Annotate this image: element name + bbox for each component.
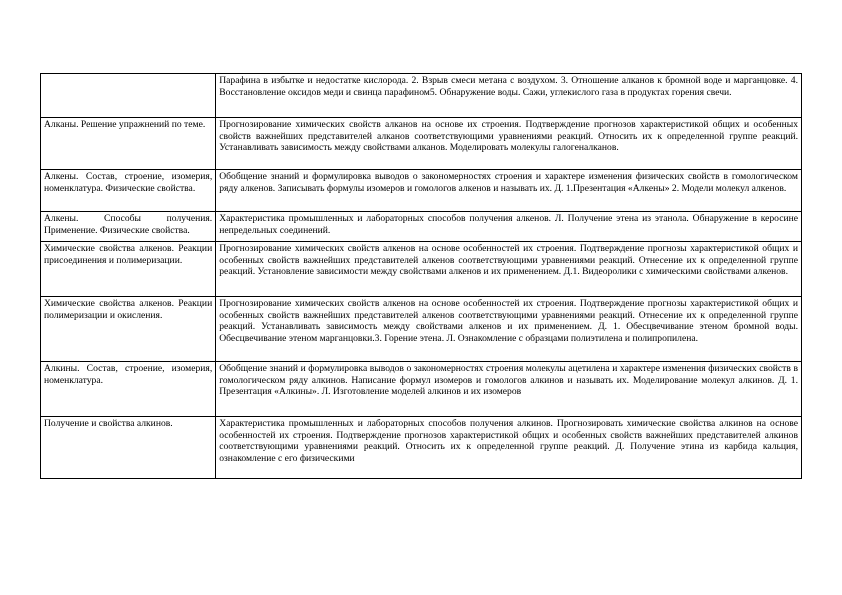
table-row: [41, 212, 802, 242]
topic-cell: Химические свойства алкенов. Реакции присоединения и полимеризации.: [41, 242, 216, 297]
content-cell: Характеристика промышленных и лабораторных способов получения алкинов. Прогнозировать химические свойства алкинов на основе особенностей их строения. Подтверждение прогнозов характеристикой общих и особенных свойств важнейших представителей алкинов соответствующими уравнениями реакций. Относить их к определенной группе реакций. Д. Получение этина из карбида кальция, ознакомление с его физическими: [216, 417, 802, 479]
topic-cell: [41, 74, 216, 118]
topic-cell: Алканы. Решение упражнений по теме.: [41, 118, 216, 170]
table-row: [41, 118, 802, 170]
content-cell: Характеристика промышленных и лабораторных способов получения алкенов. Л. Получение этена из этанола. Обнаружение в керосине непредельных соединений.: [216, 212, 802, 242]
content-cell: Обобщение знаний и формулировка выводов о закономерностях строения и характере изменения физических свойств в гомологическом ряду алкенов. Записывать формулы изомеров и гомологов алкенов и называть их. Д. 1.Презентация «Алкены» 2. Модели молекул алкенов.: [216, 170, 802, 212]
content-cell: Прогнозирование химических свойств алкенов на основе особенностей их строения. Подтверждение прогнозы характеристикой общих и особенных свойств важнейших представителей алкенов соответствующими уравнениями реакций. Отнесение их к определенной группе реакций. Установление зависимости между свойствами алкенов и их применением. Д.1. Видеоролики с химическими свойствами алкенов.: [216, 242, 802, 297]
content-cell: Парафина в избытке и недостатке кислорода. 2. Взрыв смеси метана с воздухом. 3. Отношение алканов к бромной воде и марганцовке. 4. Восстановление оксидов меди и свинца парафином5. Обнаружение воды. Сажи, углекислого газа в продуктах горения свечи.: [216, 74, 802, 118]
lesson-plan-table: [40, 73, 802, 479]
table-row: [41, 74, 802, 118]
table-row: [41, 297, 802, 362]
table-row: [41, 417, 802, 479]
table-row: [41, 170, 802, 212]
topic-cell: Алкены. Состав, строение, изомерия, номенклатура. Физические свойства.: [41, 170, 216, 212]
topic-cell: Получение и свойства алкинов.: [41, 417, 216, 479]
content-cell: Обобщение знаний и формулировка выводов о закономерностях строения молекулы ацетилена и характере изменения физических свойств в гомологическом ряду алкинов. Написание формул изомеров и гомологов алкинов и называть их. Моделирование молекул алкинов. Д. 1. Презентация «Алкины». Л. Изготовление моделей алкинов и их изомеров: [216, 362, 802, 417]
topic-cell: Химические свойства алкенов. Реакции полимеризации и окисления.: [41, 297, 216, 362]
table-row: [41, 242, 802, 297]
content-cell: Прогнозирование химических свойств алканов на основе их строения. Подтверждение прогнозов характеристикой общих и особенных свойств важнейших представителей алканов соответствующими уравнениями реакций. Относить их к определенной группе реакций. Устанавливать зависимость между свойствами алканов. Моделировать молекулы галогеналканов.: [216, 118, 802, 170]
table-row: [41, 362, 802, 417]
content-cell: Прогнозирование химических свойств алкенов на основе особенностей их строения. Подтверждение прогнозы характеристикой общих и особенных свойств важнейших представителей алкенов соответствующими уравнениями реакций. Отнесение их к определенной группе реакций. Устанавливать зависимость между свойствами алкенов и их применением. Д. 1. Обесцвечивание этеном бромной воды. Обесцвечивание этеном марганцовки.3. Горение этена. Л. Ознакомление с образцами полиэтилена и полипропилена.: [216, 297, 802, 362]
topic-cell: Алкины. Состав, строение, изомерия, номенклатура.: [41, 362, 216, 417]
topic-cell: Алкены. Способы получения. Применение. Физические свойства.: [41, 212, 216, 242]
